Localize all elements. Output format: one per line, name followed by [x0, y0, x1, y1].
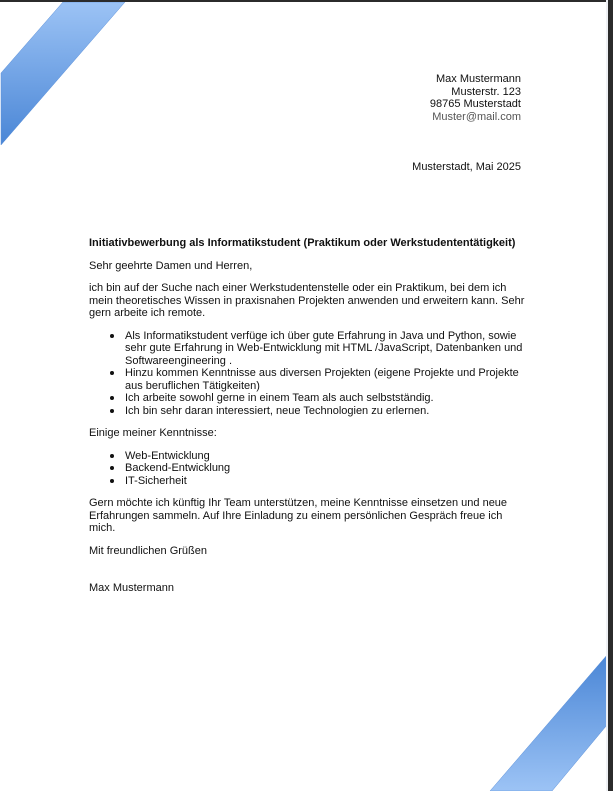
closing: Mit freundlichen Grüßen [89, 544, 207, 557]
list-item: Ich bin sehr daran interessiert, neue Technologien zu erlernen. [125, 405, 529, 418]
list-item: Web-Entwicklung [125, 450, 529, 463]
sender-street: Musterstr. 123 [451, 85, 521, 98]
list-item: Backend-Entwicklung [125, 462, 529, 475]
subject-line: Initiativbewerbung als Informatikstudent (Praktikum oder Werkstudententätigkeit) [89, 237, 516, 249]
list-item: Ich arbeite sowohl gerne in einem Team als auch selbstständig. [125, 392, 529, 405]
list-item: Hinzu kommen Kenntnisse aus diversen Projekten (eigene Projekte und Projekte aus beruflichen Tätigkeiten) [125, 367, 529, 392]
salutation: Sehr geehrte Damen und Herren, [89, 259, 253, 272]
date-line: Musterstadt, Mai 2025 [412, 161, 521, 173]
qualifications-list [89, 330, 529, 418]
sender-city: 98765 Musterstadt [429, 98, 521, 110]
skills-heading: Einige meiner Kenntnisse: [89, 427, 217, 439]
ribbon-top-left [1, 2, 125, 145]
intro-paragraph: ich bin auf der Suche nach einer Werkstudentenstelle oder ein Praktikum, bei dem ich mein theoretisches Wissen in praxisnahen Projekten anwenden und erweitern kann. Sehr gern arbeite ich remote. [89, 282, 525, 319]
letter-body [89, 237, 529, 605]
list-item: Als Informatikstudent verfüge ich über gute Erfahrung in Java und Python, sowie sehr gute Erfahrung in Web-Entwicklung mit HTML /JavaScript, Datenbanken und Softwareengineering . [125, 330, 529, 368]
signature: Max Mustermann [89, 582, 174, 594]
right-border [608, 0, 613, 791]
skills-list [89, 450, 529, 488]
outro-paragraph: Gern möchte ich künftig Ihr Team unterstützen, meine Kenntnisse einsetzen und neue Erfahrungen sammeln. Auf Ihre Einladung zu einem persönlichen Gespräch freue ich mich. [89, 497, 508, 534]
ribbon-bottom-right [490, 655, 607, 791]
sender-email: Muster@mail.com [432, 110, 521, 123]
top-border [0, 0, 613, 2]
list-item: IT-Sicherheit [125, 475, 529, 488]
sender-name: Max Mustermann [436, 73, 521, 85]
sender-address [430, 73, 521, 123]
